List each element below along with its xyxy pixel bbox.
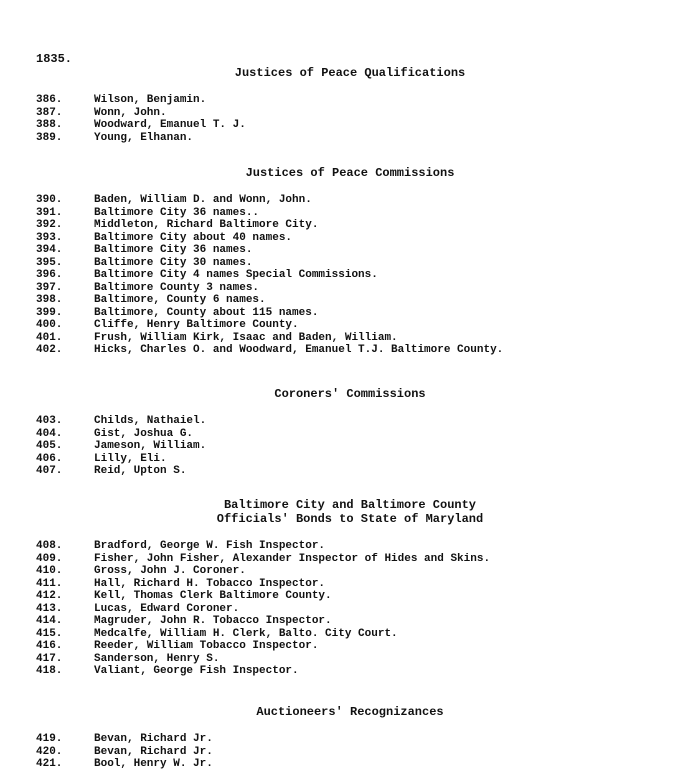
entry-number: 407. bbox=[36, 465, 63, 477]
entry-text: Baltimore City about 40 names. bbox=[94, 231, 293, 244]
section-heading-line: Justices of Peace Commissions bbox=[245, 166, 455, 180]
entry-text: Reid, Upton S. bbox=[94, 465, 187, 477]
entry-list bbox=[0, 194, 700, 357]
entry-number: 390. bbox=[36, 194, 63, 206]
entry-number: 415. bbox=[36, 627, 63, 640]
entry-list bbox=[0, 733, 700, 771]
entry-text: Baltimore, County 6 names. bbox=[94, 294, 266, 306]
entry-number: 408. bbox=[36, 540, 63, 552]
entry-row bbox=[0, 244, 700, 257]
entry-text: Kell, Thomas Clerk Baltimore County. bbox=[94, 590, 332, 602]
section-heading bbox=[0, 166, 700, 180]
entry-row bbox=[0, 219, 700, 232]
entry-row bbox=[0, 132, 700, 145]
entry-number: 414. bbox=[36, 615, 63, 627]
entry-text: Bevan, Richard Jr. bbox=[94, 733, 213, 745]
document-year: 1835. bbox=[36, 52, 73, 66]
entry-text: Woodward, Emanuel T. J. bbox=[94, 119, 246, 131]
entry-row bbox=[0, 294, 700, 307]
entry-row bbox=[0, 665, 700, 678]
entry-text: Fisher, John Fisher, Alexander Inspector of Hides and Skins. bbox=[94, 552, 491, 565]
entry-text: Baltimore City 4 names Special Commissions. bbox=[94, 269, 378, 281]
entry-row bbox=[0, 307, 700, 320]
entry-text: Gist, Joshua G. bbox=[94, 427, 194, 440]
entry-text: Valiant, George Fish Inspector. bbox=[94, 665, 299, 677]
entry-list bbox=[0, 540, 700, 678]
section bbox=[0, 498, 700, 678]
entry-row bbox=[0, 415, 700, 428]
entry-row bbox=[0, 428, 700, 441]
entry-text: Frush, William Kirk, Isaac and Baden, William. bbox=[94, 331, 398, 344]
entry-text: Baltimore City 36 names.. bbox=[94, 206, 260, 219]
entry-number: 391. bbox=[36, 206, 63, 219]
entry-list bbox=[0, 415, 700, 478]
entry-text: Baden, William D. and Wonn, John. bbox=[94, 194, 312, 206]
entry-number: 418. bbox=[36, 665, 63, 677]
entry-row bbox=[0, 578, 700, 591]
entry-number: 387. bbox=[36, 106, 63, 119]
entry-number: 416. bbox=[36, 640, 63, 652]
entry-text: Sanderson, Henry S. bbox=[94, 652, 220, 665]
entry-number: 403. bbox=[36, 415, 63, 427]
entry-number: 392. bbox=[36, 219, 63, 231]
entry-number: 405. bbox=[36, 440, 63, 452]
entry-text: Wilson, Benjamin. bbox=[94, 94, 207, 106]
entry-text: Bevan, Richard Jr. bbox=[94, 745, 213, 758]
entry-row bbox=[0, 746, 700, 759]
section-heading bbox=[0, 498, 700, 526]
entry-text: Lilly, Eli. bbox=[94, 452, 167, 465]
section-heading-line: Justices of Peace Qualifications bbox=[234, 66, 466, 80]
entry-text: Lucas, Edward Coroner. bbox=[94, 602, 240, 615]
entry-row bbox=[0, 603, 700, 616]
entry-text: Young, Elhanan. bbox=[94, 131, 194, 144]
entry-text: Childs, Nathaiel. bbox=[94, 415, 207, 427]
section-heading bbox=[0, 387, 700, 401]
entry-text: Bool, Henry W. Jr. bbox=[94, 758, 213, 770]
entry-row bbox=[0, 553, 700, 566]
entry-text: Baltimore, County about 115 names. bbox=[94, 306, 319, 319]
entry-number: 417. bbox=[36, 652, 63, 665]
entry-text: Gross, John J. Coroner. bbox=[94, 565, 246, 577]
entry-number: 410. bbox=[36, 565, 63, 577]
entry-row bbox=[0, 465, 700, 478]
entry-number: 386. bbox=[36, 94, 63, 106]
entry-row bbox=[0, 653, 700, 666]
entry-row bbox=[0, 540, 700, 553]
entry-number: 389. bbox=[36, 131, 63, 144]
entry-row bbox=[0, 207, 700, 220]
entry-row bbox=[0, 733, 700, 746]
entry-row bbox=[0, 628, 700, 641]
entry-text: Baltimore City 30 names. bbox=[94, 256, 253, 269]
entry-row bbox=[0, 615, 700, 628]
entry-list bbox=[0, 94, 700, 144]
section-heading-line: Auctioneers' Recognizances bbox=[256, 705, 444, 719]
entry-row bbox=[0, 94, 700, 107]
entry-row bbox=[0, 758, 700, 771]
entry-text: Baltimore City 36 names. bbox=[94, 244, 253, 256]
entry-number: 388. bbox=[36, 119, 63, 131]
entry-number: 411. bbox=[36, 577, 63, 590]
entry-row bbox=[0, 453, 700, 466]
entry-row bbox=[0, 232, 700, 245]
section-heading bbox=[0, 705, 700, 719]
entry-row bbox=[0, 332, 700, 345]
section bbox=[0, 166, 700, 357]
entry-row bbox=[0, 257, 700, 270]
entry-text: Bradford, George W. Fish Inspector. bbox=[94, 540, 326, 552]
entry-text: Middleton, Richard Baltimore City. bbox=[94, 219, 319, 231]
entry-row bbox=[0, 119, 700, 132]
entry-number: 399. bbox=[36, 306, 63, 319]
entry-row bbox=[0, 282, 700, 295]
entry-number: 404. bbox=[36, 427, 63, 440]
entry-row bbox=[0, 194, 700, 207]
entry-number: 419. bbox=[36, 733, 63, 745]
entry-number: 400. bbox=[36, 319, 63, 331]
section bbox=[0, 66, 700, 144]
entry-row bbox=[0, 590, 700, 603]
entry-number: 409. bbox=[36, 552, 63, 565]
entry-text: Magruder, John R. Tobacco Inspector. bbox=[94, 615, 332, 627]
entry-row bbox=[0, 440, 700, 453]
entry-number: 398. bbox=[36, 294, 63, 306]
entry-text: Wonn, John. bbox=[94, 106, 167, 119]
entry-row bbox=[0, 344, 700, 357]
entry-row bbox=[0, 640, 700, 653]
entry-text: Baltimore County 3 names. bbox=[94, 281, 260, 294]
entry-number: 413. bbox=[36, 602, 63, 615]
entry-text: Hall, Richard H. Tobacco Inspector. bbox=[94, 577, 326, 590]
section bbox=[0, 705, 700, 771]
entry-text: Cliffe, Henry Baltimore County. bbox=[94, 319, 299, 331]
entry-number: 397. bbox=[36, 281, 63, 294]
entry-text: Jameson, William. bbox=[94, 440, 207, 452]
entry-number: 402. bbox=[36, 344, 63, 356]
entry-number: 395. bbox=[36, 256, 63, 269]
entry-row bbox=[0, 319, 700, 332]
entry-number: 406. bbox=[36, 452, 63, 465]
entry-number: 412. bbox=[36, 590, 63, 602]
entry-row bbox=[0, 565, 700, 578]
section-heading-line: Officials' Bonds to State of Maryland bbox=[216, 512, 484, 526]
entry-number: 420. bbox=[36, 745, 63, 758]
entry-number: 401. bbox=[36, 331, 63, 344]
entry-number: 421. bbox=[36, 758, 63, 770]
entry-row bbox=[0, 269, 700, 282]
entry-number: 396. bbox=[36, 269, 63, 281]
entry-text: Medcalfe, William H. Clerk, Balto. City Court. bbox=[94, 627, 398, 640]
entry-number: 393. bbox=[36, 231, 63, 244]
section-heading bbox=[0, 66, 700, 80]
section-heading-line: Baltimore City and Baltimore County bbox=[223, 498, 477, 512]
section-heading-line: Coroners' Commissions bbox=[274, 387, 426, 401]
entry-text: Hicks, Charles O. and Woodward, Emanuel T.J. Baltimore County. bbox=[94, 344, 504, 356]
entry-row bbox=[0, 107, 700, 120]
entry-number: 394. bbox=[36, 244, 63, 256]
section bbox=[0, 387, 700, 478]
entry-text: Reeder, William Tobacco Inspector. bbox=[94, 640, 319, 652]
